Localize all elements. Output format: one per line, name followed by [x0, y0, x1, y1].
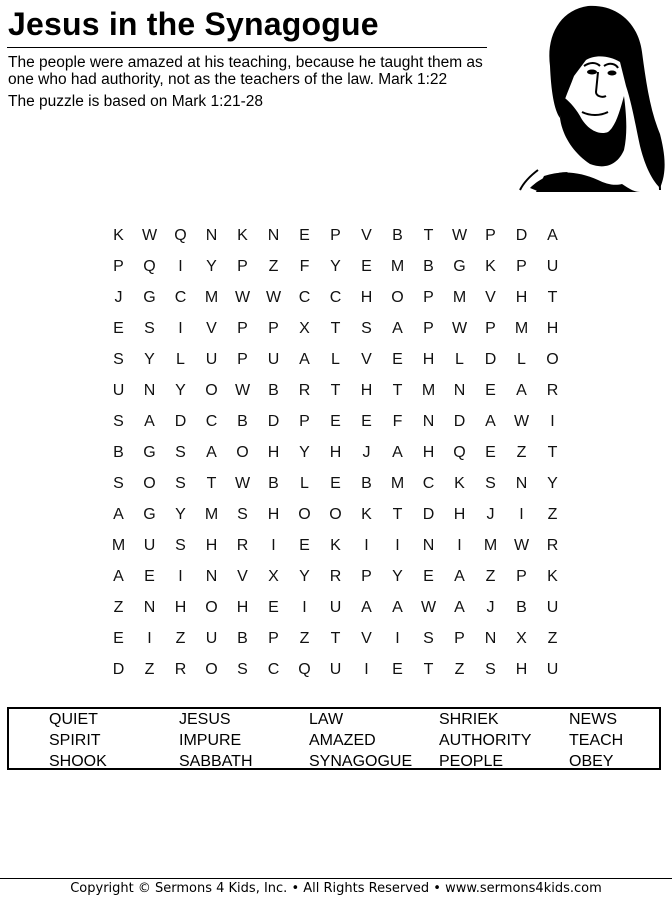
grid-letter: Y — [206, 257, 217, 275]
grid-letter: P — [423, 288, 434, 306]
grid-letter: I — [364, 660, 369, 678]
grid-letter: A — [392, 598, 403, 616]
grid-letter: M — [111, 536, 126, 554]
grid-letter: N — [267, 226, 280, 244]
grid-letter: A — [299, 350, 310, 368]
grid-letter: N — [205, 567, 218, 585]
grid-letter: S — [175, 536, 186, 554]
grid-letter: C — [205, 412, 218, 430]
grid-letter: K — [547, 567, 558, 585]
grid-letter: V — [361, 350, 372, 368]
grid-letter: U — [143, 536, 156, 554]
page-title: Jesus in the Synagogue — [8, 6, 379, 42]
grid-letter: H — [422, 350, 435, 368]
grid-letter: M — [483, 536, 498, 554]
word-bank-word: SHRIEK — [439, 711, 499, 728]
grid-letter: M — [390, 474, 405, 492]
grid-letter: G — [143, 505, 156, 523]
grid-letter: R — [329, 567, 342, 585]
grid-letter: N — [143, 598, 156, 616]
grid-letter: H — [453, 505, 466, 523]
grid-letter: E — [330, 412, 341, 430]
grid-letter: S — [113, 412, 124, 430]
grid-letter: I — [178, 567, 183, 585]
grid-letter: E — [299, 226, 310, 244]
grid-letter: E — [485, 381, 496, 399]
grid-letter: D — [484, 350, 497, 368]
grid-letter: S — [144, 319, 155, 337]
word-bank-word: LAW — [309, 711, 344, 728]
grid-letter: P — [299, 412, 310, 430]
grid-letter: Z — [144, 660, 155, 678]
grid-letter: E — [268, 598, 279, 616]
title-divider — [7, 47, 487, 48]
grid-letter: K — [454, 474, 465, 492]
grid-letter: H — [267, 505, 280, 523]
grid-letter: T — [423, 226, 434, 244]
grid-letter: U — [205, 629, 218, 647]
grid-letter: M — [514, 319, 529, 337]
grid-letter: P — [516, 567, 527, 585]
grid-letter: C — [298, 288, 311, 306]
grid-letter: D — [267, 412, 280, 430]
grid-letter: T — [547, 288, 558, 306]
grid-letter: T — [206, 474, 217, 492]
grid-letter: Z — [547, 505, 558, 523]
grid-letter: A — [206, 443, 217, 461]
grid-letter: W — [234, 288, 251, 306]
grid-letter: E — [485, 443, 496, 461]
word-bank-word: IMPURE — [179, 732, 242, 749]
grid-letter: T — [392, 505, 403, 523]
grid-letter: B — [113, 443, 124, 461]
grid-letter: B — [516, 598, 527, 616]
grid-letter: W — [513, 536, 530, 554]
grid-letter: N — [143, 381, 156, 399]
grid-letter: E — [423, 567, 434, 585]
word-bank-word: PEOPLE — [439, 753, 504, 770]
grid-letter: P — [237, 257, 248, 275]
grid-letter: A — [454, 598, 465, 616]
grid-letter: P — [268, 319, 279, 337]
grid-letter: A — [392, 443, 403, 461]
scripture-quote: The people were amazed at his teaching, because he taught them as one who had authority, not as the teachers of the law. Mark 1:22 — [8, 54, 483, 88]
grid-letter: B — [237, 412, 248, 430]
grid-letter: O — [236, 443, 249, 461]
grid-letter: Y — [547, 474, 558, 492]
grid-letter: M — [204, 505, 219, 523]
grid-letter: U — [546, 598, 559, 616]
grid-letter: B — [392, 226, 403, 244]
grid-letter: H — [174, 598, 187, 616]
word-bank-word: AMAZED — [309, 732, 376, 749]
grid-letter: W — [451, 226, 468, 244]
grid-letter: T — [330, 629, 341, 647]
grid-letter: K — [113, 226, 124, 244]
grid-letter: J — [486, 598, 495, 616]
grid-letter: B — [237, 629, 248, 647]
grid-letter: V — [206, 319, 217, 337]
grid-letter: W — [513, 412, 530, 430]
grid-letter: I — [364, 536, 369, 554]
grid-letter: A — [485, 412, 496, 430]
grid-letter: Y — [175, 381, 186, 399]
word-bank-word: OBEY — [569, 753, 614, 770]
grid-letter: J — [486, 505, 495, 523]
grid-letter: P — [516, 257, 527, 275]
intro-text — [8, 54, 488, 110]
grid-letter: O — [391, 288, 404, 306]
grid-letter: Y — [299, 443, 310, 461]
grid-letter: A — [361, 598, 372, 616]
grid-letter: O — [205, 598, 218, 616]
word-bank — [7, 707, 661, 770]
grid-letter: R — [546, 536, 559, 554]
grid-letter: N — [422, 536, 435, 554]
grid-letter: U — [267, 350, 280, 368]
grid-letter: P — [485, 319, 496, 337]
grid-letter: G — [143, 288, 156, 306]
grid-letter: M — [204, 288, 219, 306]
grid-letter: Q — [174, 226, 187, 244]
grid-letter: S — [175, 474, 186, 492]
grid-letter: N — [484, 629, 497, 647]
grid-letter: L — [517, 350, 526, 368]
grid-letter: P — [330, 226, 341, 244]
grid-letter: T — [392, 381, 403, 399]
grid-letter: W — [420, 598, 437, 616]
grid-letter: S — [361, 319, 372, 337]
grid-letter: A — [113, 505, 124, 523]
grid-letter: S — [423, 629, 434, 647]
grid-letter: W — [451, 319, 468, 337]
grid-letter: N — [422, 412, 435, 430]
grid-letter: E — [113, 629, 124, 647]
grid-letter: V — [361, 629, 372, 647]
grid-letter: Q — [143, 257, 156, 275]
grid-letter: A — [113, 567, 124, 585]
puzzle-basis: The puzzle is based on Mark 1:21-28 — [8, 93, 264, 110]
grid-letter: Z — [113, 598, 124, 616]
grid-letter: P — [268, 629, 279, 647]
grid-letter: N — [515, 474, 528, 492]
grid-letter: Z — [516, 443, 527, 461]
grid-letter: W — [141, 226, 158, 244]
grid-letter: M — [390, 257, 405, 275]
grid-letter: I — [395, 629, 400, 647]
grid-letter: D — [515, 226, 528, 244]
grid-letter: S — [237, 505, 248, 523]
grid-letter: H — [422, 443, 435, 461]
grid-letter: Z — [268, 257, 279, 275]
grid-letter: G — [143, 443, 156, 461]
grid-letter: O — [329, 505, 342, 523]
grid-letter: O — [205, 381, 218, 399]
grid-letter: L — [455, 350, 464, 368]
grid-letter: S — [113, 350, 124, 368]
grid-letter: X — [299, 319, 310, 337]
grid-letter: V — [361, 226, 372, 244]
grid-letter: M — [452, 288, 467, 306]
grid-letter: I — [550, 412, 555, 430]
word-bank-word: SHOOK — [49, 753, 107, 770]
grid-letter: Y — [175, 505, 186, 523]
grid-letter: E — [113, 319, 124, 337]
grid-letter: E — [330, 474, 341, 492]
grid-letter: U — [112, 381, 125, 399]
grid-letter: R — [298, 381, 311, 399]
grid-letter: R — [546, 381, 559, 399]
grid-letter: T — [547, 443, 558, 461]
grid-letter: N — [205, 226, 218, 244]
grid-letter: O — [143, 474, 156, 492]
grid-letter: H — [515, 660, 528, 678]
grid-letter: L — [300, 474, 309, 492]
grid-letter: P — [237, 319, 248, 337]
grid-letter: Y — [392, 567, 403, 585]
grid-letter: B — [268, 381, 279, 399]
jesus-portrait-icon — [500, 0, 668, 192]
grid-letter: E — [144, 567, 155, 585]
grid-letter: H — [205, 536, 218, 554]
grid-letter: V — [485, 288, 496, 306]
grid-letter: K — [485, 257, 496, 275]
grid-letter: F — [299, 257, 310, 275]
grid-letter: D — [422, 505, 435, 523]
grid-letter: X — [268, 567, 279, 585]
grid-letter: E — [392, 350, 403, 368]
grid-letter: A — [547, 226, 558, 244]
word-bank-word: SYNAGOGUE — [309, 753, 413, 770]
grid-letter: T — [330, 381, 341, 399]
grid-letter: U — [546, 257, 559, 275]
grid-letter: T — [330, 319, 341, 337]
grid-letter: A — [516, 381, 527, 399]
grid-letter: A — [144, 412, 155, 430]
grid-letter: D — [174, 412, 187, 430]
grid-letter: E — [299, 536, 310, 554]
grid-letter: H — [546, 319, 559, 337]
grid-letter: K — [237, 226, 248, 244]
footer-divider — [0, 878, 672, 879]
grid-letter: H — [236, 598, 249, 616]
grid-letter: B — [361, 474, 372, 492]
grid-letter: Z — [547, 629, 558, 647]
grid-letter: U — [205, 350, 218, 368]
grid-letter: Z — [454, 660, 465, 678]
grid-letter: F — [392, 412, 403, 430]
grid-letter: K — [330, 536, 341, 554]
word-bank-word: SABBATH — [179, 753, 253, 770]
word-search-grid — [103, 220, 568, 685]
grid-letter: I — [457, 536, 462, 554]
word-bank-word: NEWS — [569, 711, 617, 728]
grid-letter: N — [453, 381, 466, 399]
copyright-footer: Copyright © Sermons 4 Kids, Inc. • All Rights Reserved • www.sermons4kids.com — [70, 881, 602, 896]
grid-letter: H — [360, 288, 373, 306]
grid-letter: P — [485, 226, 496, 244]
grid-letter: U — [329, 598, 342, 616]
grid-letter: I — [271, 536, 276, 554]
grid-letter: J — [114, 288, 123, 306]
grid-letter: D — [112, 660, 125, 678]
grid-letter: Q — [298, 660, 311, 678]
word-bank-word: SPIRIT — [49, 732, 101, 749]
grid-letter: P — [454, 629, 465, 647]
grid-letter: C — [422, 474, 435, 492]
grid-letter: I — [147, 629, 152, 647]
grid-letter: L — [176, 350, 185, 368]
grid-letter: I — [178, 257, 183, 275]
grid-letter: B — [423, 257, 434, 275]
grid-letter: Y — [144, 350, 155, 368]
grid-letter: W — [234, 381, 251, 399]
grid-letter: H — [360, 381, 373, 399]
grid-letter: T — [423, 660, 434, 678]
grid-letter: Q — [453, 443, 466, 461]
grid-letter: I — [178, 319, 183, 337]
grid-letter: D — [453, 412, 466, 430]
grid-letter: E — [361, 412, 372, 430]
grid-letter: Z — [485, 567, 496, 585]
grid-letter: U — [546, 660, 559, 678]
grid-letter: A — [392, 319, 403, 337]
grid-letter: R — [236, 536, 249, 554]
word-bank-word: TEACH — [569, 732, 624, 749]
grid-letter: S — [175, 443, 186, 461]
grid-letter: O — [205, 660, 218, 678]
grid-letter: S — [237, 660, 248, 678]
grid-letter: M — [421, 381, 436, 399]
word-bank-word: JESUS — [179, 711, 231, 728]
grid-letter: S — [485, 660, 496, 678]
grid-letter: W — [234, 474, 251, 492]
grid-letter: J — [362, 443, 371, 461]
grid-letter: C — [267, 660, 280, 678]
grid-letter: K — [361, 505, 372, 523]
grid-letter: H — [267, 443, 280, 461]
grid-letter: A — [454, 567, 465, 585]
word-bank-word: AUTHORITY — [439, 732, 532, 749]
grid-letter: S — [113, 474, 124, 492]
grid-letter: O — [298, 505, 311, 523]
grid-letter: R — [174, 660, 187, 678]
grid-letter: W — [265, 288, 282, 306]
grid-letter: H — [515, 288, 528, 306]
grid-letter: U — [329, 660, 342, 678]
grid-letter: I — [395, 536, 400, 554]
grid-letter: G — [453, 257, 466, 275]
grid-letter: C — [329, 288, 342, 306]
grid-letter: Y — [330, 257, 341, 275]
grid-letter: P — [361, 567, 372, 585]
grid-letter: E — [392, 660, 403, 678]
grid-letter: L — [331, 350, 340, 368]
grid-letter: P — [113, 257, 124, 275]
grid-letter: I — [519, 505, 524, 523]
grid-letter: V — [237, 567, 248, 585]
grid-letter: X — [516, 629, 527, 647]
grid-letter: Z — [175, 629, 186, 647]
grid-letter: P — [423, 319, 434, 337]
word-bank-word: QUIET — [49, 711, 98, 728]
grid-letter: C — [174, 288, 187, 306]
grid-letter: O — [546, 350, 559, 368]
grid-letter: H — [329, 443, 342, 461]
grid-letter: P — [237, 350, 248, 368]
grid-letter: Y — [299, 567, 310, 585]
grid-letter: I — [302, 598, 307, 616]
grid-letter: S — [485, 474, 496, 492]
grid-letter: B — [268, 474, 279, 492]
grid-letter: Z — [299, 629, 310, 647]
grid-letter: E — [361, 257, 372, 275]
